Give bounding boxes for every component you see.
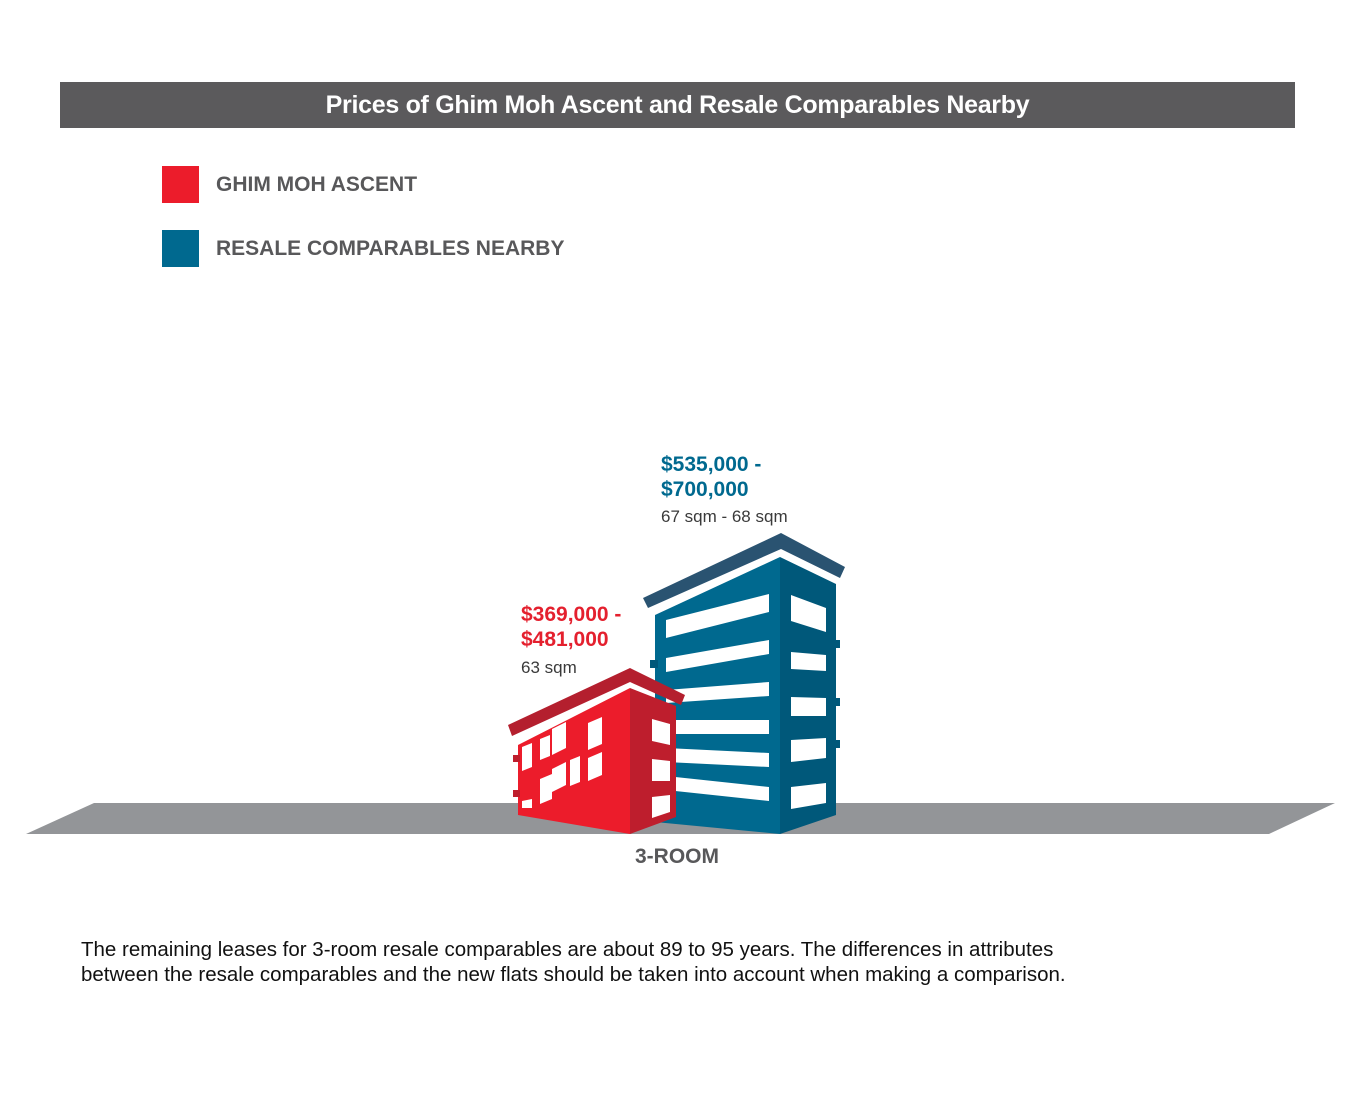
footnote-line-1: The remaining leases for 3-room resale comparables are about 89 to 95 years. The differences in attributes <box>81 938 1054 961</box>
data-label-resale-area: 67 sqm - 68 sqm <box>661 507 788 526</box>
data-label-ghim-moh-area: 63 sqm <box>521 658 577 677</box>
legend-label: GHIM MOH ASCENT <box>216 172 418 196</box>
data-label-ghim-moh-price-line-1: $369,000 - <box>521 603 622 626</box>
data-label-ghim-moh-price-line-2: $481,000 <box>521 628 609 651</box>
building-windows-right-red <box>652 719 670 818</box>
data-label-resale-price-line-1: $535,000 - <box>661 453 762 476</box>
footnote <box>81 937 1281 987</box>
data-label-resale-price-line-2: $700,000 <box>661 478 749 501</box>
chart-title: Prices of Ghim Moh Ascent and Resale Comparables Nearby <box>60 82 1295 128</box>
category-label: 3-ROOM <box>635 845 719 868</box>
legend-label: RESALE COMPARABLES NEARBY <box>216 236 565 260</box>
data-label-ghim-moh-price <box>521 602 621 652</box>
footnote-line-2: between the resale comparables and the new flats should be taken into account when making a comparison. <box>81 963 1066 986</box>
data-label-resale-price <box>661 452 761 502</box>
bar-ghim-moh-ascent-building <box>508 668 685 834</box>
